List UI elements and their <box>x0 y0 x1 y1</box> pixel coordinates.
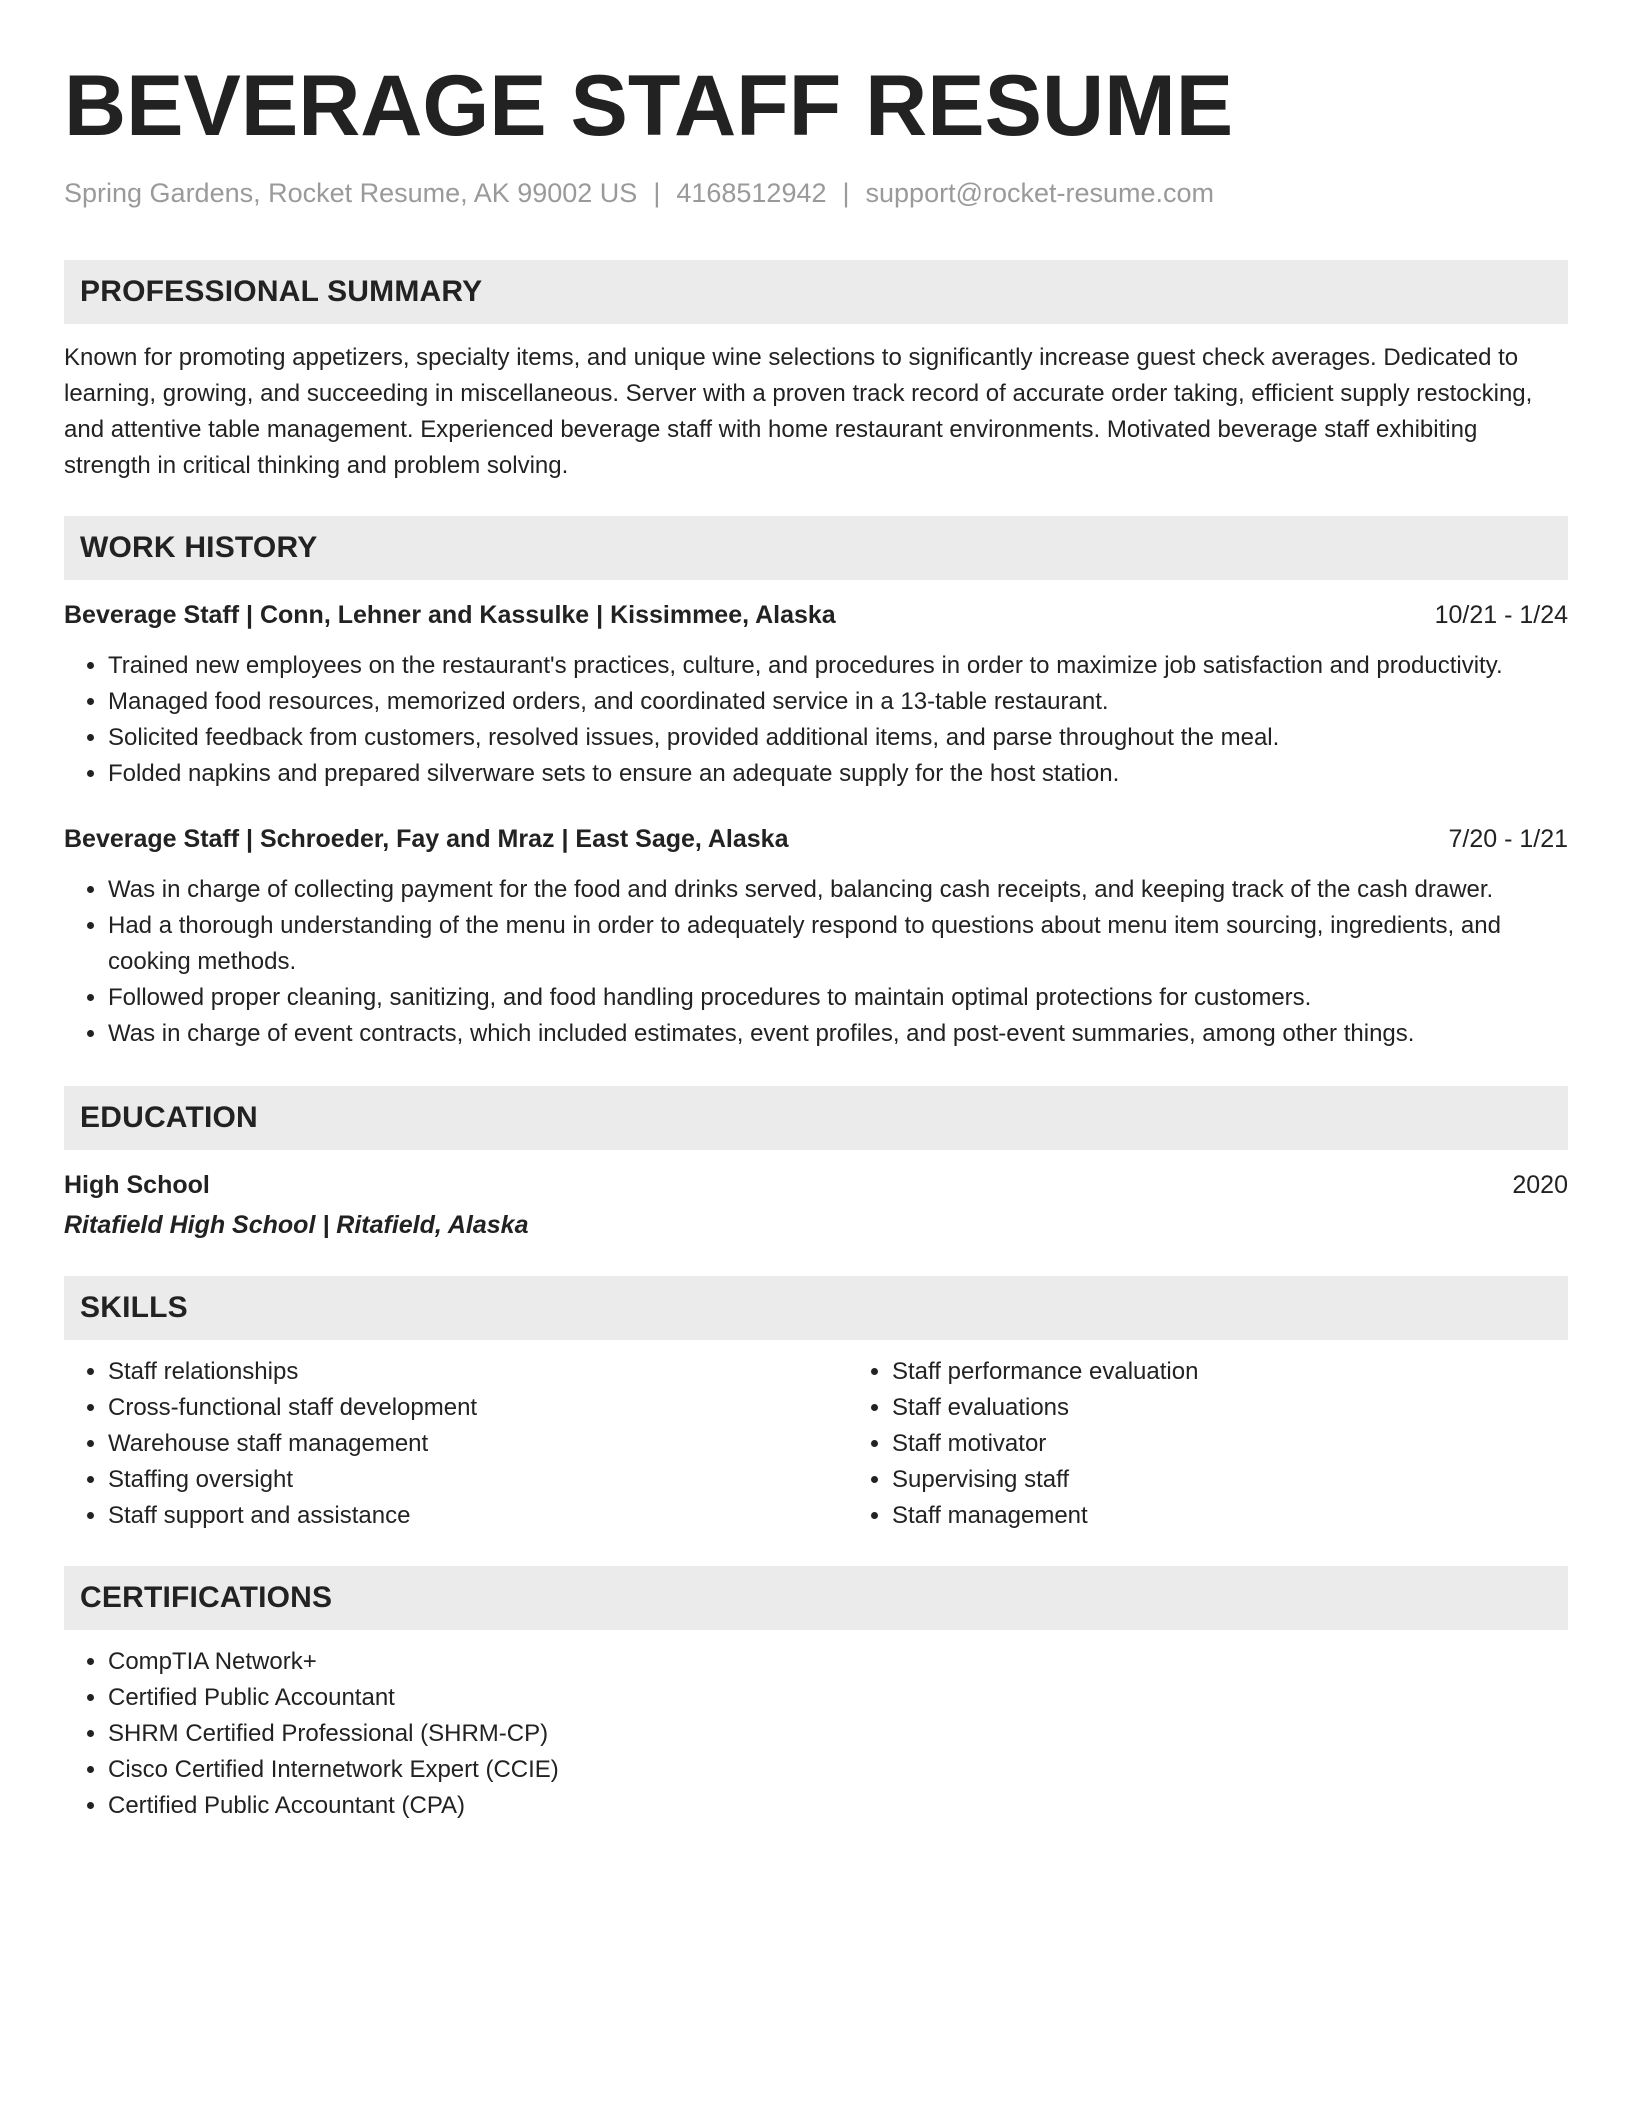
contact-address: Spring Gardens, Rocket Resume, AK 99002 US <box>64 178 638 208</box>
job-title: Beverage Staff | Schroeder, Fay and Mraz | East Sage, Alaska <box>64 825 789 853</box>
skill-item: • Staff management <box>892 1498 1198 1534</box>
job-title: Beverage Staff | Conn, Lehner and Kassulke | Kissimmee, Alaska <box>64 601 836 629</box>
education-header <box>64 1168 1568 1202</box>
section-header-summary: PROFESSIONAL SUMMARY <box>64 260 1568 324</box>
contact-line <box>64 176 1568 210</box>
job-bullet-list <box>64 872 1568 1052</box>
job-bullet: • Trained new employees on the restaurant's practices, culture, and procedures in order to maximize job satisfaction and productivity. <box>108 648 1568 684</box>
certifications-list <box>64 1644 1568 1824</box>
skill-item: • Cross-functional staff development <box>108 1390 848 1426</box>
skill-item: • Staff motivator <box>892 1426 1198 1462</box>
resume-title: BEVERAGE STAFF RESUME <box>64 58 1234 154</box>
section-header-certifications: CERTIFICATIONS <box>64 1566 1568 1630</box>
section-header-skills: SKILLS <box>64 1276 1568 1340</box>
certifications-section <box>64 1644 1568 1824</box>
job-dates: 7/20 - 1/21 <box>1448 825 1568 853</box>
certification-item: • Certified Public Accountant <box>108 1680 1568 1716</box>
certification-item: • Certified Public Accountant (CPA) <box>108 1788 1568 1824</box>
contact-email: support@rocket-resume.com <box>865 178 1215 208</box>
skill-item: • Staff evaluations <box>892 1390 1198 1426</box>
section-header-education: EDUCATION <box>64 1086 1568 1150</box>
education-degree: High School <box>64 1171 210 1199</box>
skill-item: • Staff relationships <box>108 1354 848 1390</box>
education-year: 2020 <box>1512 1171 1568 1199</box>
skill-item: • Warehouse staff management <box>108 1426 848 1462</box>
job-bullet: • Was in charge of collecting payment for the food and drinks served, balancing cash receipts, and keeping track of the cash drawer. <box>108 872 1568 908</box>
skills-column-left <box>64 1354 848 1534</box>
skill-item: • Staffing oversight <box>108 1462 848 1498</box>
job-bullet: • Folded napkins and prepared silverware sets to ensure an adequate supply for the host station. <box>108 756 1568 792</box>
skill-item: • Staff support and assistance <box>108 1498 848 1534</box>
job-bullet: • Had a thorough understanding of the menu in order to adequately respond to questions about menu item sourcing, ingredients, and cooking methods. <box>108 908 1568 980</box>
job-entry <box>64 822 1568 1052</box>
contact-separator: | <box>653 178 661 208</box>
job-entry <box>64 598 1568 792</box>
certification-item: • SHRM Certified Professional (SHRM-CP) <box>108 1716 1568 1752</box>
skill-item: • Supervising staff <box>892 1462 1198 1498</box>
job-header <box>64 822 1568 856</box>
certification-item: • CompTIA Network+ <box>108 1644 1568 1680</box>
job-bullet-list <box>64 648 1568 792</box>
summary-text: Known for promoting appetizers, specialty items, and unique wine selections to significantly increase guest check averages. Dedicated to learning, growing, and succeeding in miscellaneous. Server with a proven track record of accurate order taking, efficient supply restocking, and attentive table management. Experienced beverage staff with home restaurant environments. Motivated beverage staff exhibiting strength in critical thinking and problem solving. <box>64 344 1533 479</box>
job-bullet: • Managed food resources, memorized orders, and coordinated service in a 13-table restaurant. <box>108 684 1568 720</box>
section-header-work-history: WORK HISTORY <box>64 516 1568 580</box>
certification-item: • Cisco Certified Internetwork Expert (CCIE) <box>108 1752 1568 1788</box>
skill-item: • Staff performance evaluation <box>892 1354 1198 1390</box>
contact-phone: 4168512942 <box>676 178 827 208</box>
contact-separator: | <box>842 178 850 208</box>
skills-column-right <box>848 1354 1198 1534</box>
education-school: Ritafield High School | Ritafield, Alaska <box>64 1211 529 1239</box>
skills-list <box>64 1354 1568 1534</box>
job-bullet: • Followed proper cleaning, sanitizing, and food handling procedures to maintain optimal protections for customers. <box>108 980 1568 1016</box>
job-bullet: • Solicited feedback from customers, resolved issues, provided additional items, and parse throughout the meal. <box>108 720 1568 756</box>
job-dates: 10/21 - 1/24 <box>1434 601 1568 629</box>
job-header <box>64 598 1568 632</box>
job-bullet: • Was in charge of event contracts, which included estimates, event profiles, and post-event summaries, among other things. <box>108 1016 1568 1052</box>
